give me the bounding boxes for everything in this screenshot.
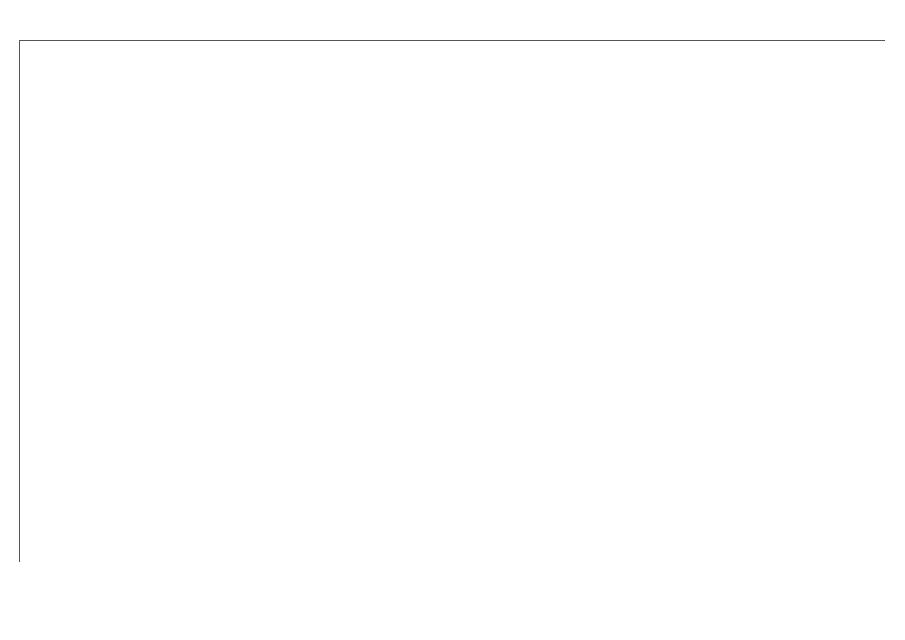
- registry-table: [19, 40, 885, 562]
